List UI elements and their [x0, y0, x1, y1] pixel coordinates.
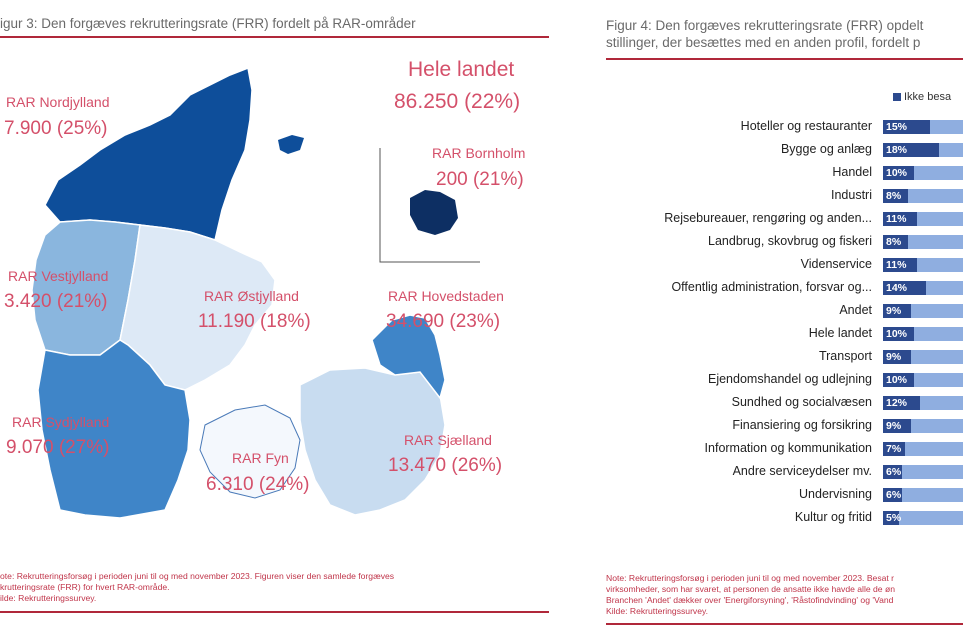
category-label: Transport [818, 349, 872, 363]
category-label: Rejsebureauer, rengøring og anden... [664, 211, 872, 225]
label-vestjylland-name: RAR Vestjylland [8, 268, 109, 284]
bar-row [883, 373, 963, 387]
bar-remainder [899, 511, 963, 525]
label-bornholm-value: 200 (21%) [436, 169, 524, 190]
bar-value-label: 8% [886, 190, 902, 202]
bar-remainder [917, 258, 963, 272]
figure3-note-1: ote: Rekrutteringsforsøg i perioden juni til og med november 2023. Figuren viser den samlede forgæves [0, 571, 395, 581]
category-label: Landbrug, skovbrug og fiskeri [708, 234, 872, 248]
figure4-legend [893, 91, 951, 103]
bar-row [883, 281, 963, 295]
bar-value-label: 9% [886, 351, 902, 363]
bar-row [883, 235, 963, 249]
figure3-note-2: krutteringsrate (FRR) for hvert RAR-område. [0, 582, 170, 592]
legend-swatch [893, 93, 901, 101]
category-label: Offentlig administration, forsvar og... [671, 280, 872, 294]
label-sydjylland-value: 9.070 (27%) [6, 437, 110, 458]
category-label: Finansiering og forsikring [732, 418, 872, 432]
bar-remainder [911, 350, 963, 364]
bar-value-label: 18% [886, 144, 908, 156]
label-sjaelland-name: RAR Sjælland [404, 432, 492, 448]
bar-value-label: 10% [886, 167, 908, 179]
figure4-title-line-1: Figur 4: Den forgæves rekrutteringsrate (FRR) opdelt [606, 18, 924, 33]
bar-value-label: 6% [886, 466, 902, 478]
figure3-note-3: ilde: Rekrutteringssurvey. [0, 593, 97, 603]
category-label: Hele landet [808, 326, 872, 340]
bar-row [883, 327, 963, 341]
figure3-title-rule [0, 36, 549, 38]
figure4-title-line-2: stillinger, der besættes med en anden profil, fordelt p [606, 35, 921, 50]
bar-value-label: 9% [886, 305, 902, 317]
bar-value-label: 11% [886, 213, 907, 225]
bar-value-label: 10% [886, 374, 908, 386]
bar-remainder [920, 396, 963, 410]
bar-remainder [939, 143, 963, 157]
bar-value-label: 6% [886, 489, 902, 501]
bar-value-label: 12% [886, 397, 908, 409]
category-label: Bygge og anlæg [780, 142, 872, 156]
label-ostjylland-name: RAR Østjylland [204, 288, 299, 304]
bar-remainder [917, 212, 963, 226]
figure4-note-2: virksomheder, som har svaret, at personen de ansatte ikke havde alle de øn [606, 584, 896, 594]
bar-row [883, 465, 963, 479]
bar-value-label: 9% [886, 420, 902, 432]
bar-remainder [908, 235, 963, 249]
label-hovedstaden-value: 34.690 (23%) [386, 311, 501, 332]
label-hovedstaden-name: RAR Hovedstaden [388, 288, 504, 304]
category-label: Ejendomshandel og udlejning [707, 372, 872, 386]
bar-row [883, 120, 963, 134]
bar-row [883, 258, 963, 272]
bar-value-label: 11% [886, 259, 907, 271]
category-label: Undervisning [799, 487, 872, 501]
category-label: Hoteller og restauranter [740, 119, 872, 133]
bar-value-label: 5% [886, 512, 902, 524]
bar-row [883, 350, 963, 364]
category-label: Andet [839, 303, 872, 317]
bar-row [883, 304, 963, 318]
bar-remainder [902, 465, 963, 479]
label-sjaelland-value: 13.470 (26%) [388, 455, 503, 476]
label-sydjylland-name: RAR Sydjylland [12, 414, 110, 430]
bar-remainder [914, 327, 963, 341]
figure4-note-1: Note: Rekrutteringsforsøg i perioden juni til og med november 2023. Besat r [606, 573, 895, 583]
bar-remainder [902, 488, 963, 502]
label-vestjylland-value: 3.420 (21%) [4, 291, 108, 312]
bar-remainder [908, 189, 963, 203]
bar-value-label: 14% [886, 282, 908, 294]
legend-label: Ikke besa [904, 91, 952, 103]
bar-row [883, 442, 963, 456]
label-bornholm-name: RAR Bornholm [432, 145, 526, 161]
bar-row [883, 189, 963, 203]
category-label: Videnservice [800, 257, 872, 271]
figure4-note-3: Branchen 'Andet' dækker over 'Energiforsyning', 'Råstofindvinding' og 'Vand [606, 595, 894, 605]
category-label: Industri [831, 188, 872, 202]
bar-row [883, 419, 963, 433]
category-label: Handel [832, 165, 872, 179]
label-fyn-value: 6.310 (24%) [206, 474, 310, 495]
bar-remainder [911, 304, 963, 318]
bar-remainder [926, 281, 963, 295]
bar-row [883, 511, 963, 525]
bar-remainder [914, 166, 963, 180]
bar-value-label: 8% [886, 236, 902, 248]
bar-value-label: 15% [886, 121, 908, 133]
figure4-note-4: Kilde: Rekrutteringssurvey. [606, 606, 709, 616]
bar-row [883, 166, 963, 180]
label-fyn-name: RAR Fyn [232, 450, 289, 466]
bar-row [883, 143, 963, 157]
figure4-title-rule [606, 58, 963, 60]
category-label: Sundhed og socialvæsen [731, 395, 872, 409]
region-bornholm [410, 190, 458, 235]
label-nordjylland-name: RAR Nordjylland [6, 94, 110, 110]
bar-value-label: 7% [886, 443, 902, 455]
bar-row [883, 396, 963, 410]
category-label: Information og kommunikation [704, 441, 872, 455]
figure3-bottom-rule [0, 611, 549, 613]
label-total-name: Hele landet [408, 58, 515, 81]
bar-row [883, 212, 963, 226]
category-label: Kultur og fritid [794, 510, 872, 524]
label-total-value: 86.250 (22%) [394, 90, 521, 113]
bar-row [883, 488, 963, 502]
figure4-title [606, 17, 923, 51]
figure3-title: igur 3: Den forgæves rekrutteringsrate (FRR) fordelt på RAR-områder [0, 16, 416, 31]
bar-remainder [914, 373, 963, 387]
figure4-bottom-rule [606, 623, 963, 625]
island-laeso [278, 135, 304, 154]
label-ostjylland-value: 11.190 (18%) [198, 311, 311, 332]
bar-remainder [930, 120, 963, 134]
bar-remainder [911, 419, 963, 433]
bar-value-label: 10% [886, 328, 908, 340]
category-label: Andre serviceydelser mv. [732, 464, 872, 478]
label-nordjylland-value: 7.900 (25%) [4, 118, 108, 139]
bar-remainder [905, 442, 963, 456]
